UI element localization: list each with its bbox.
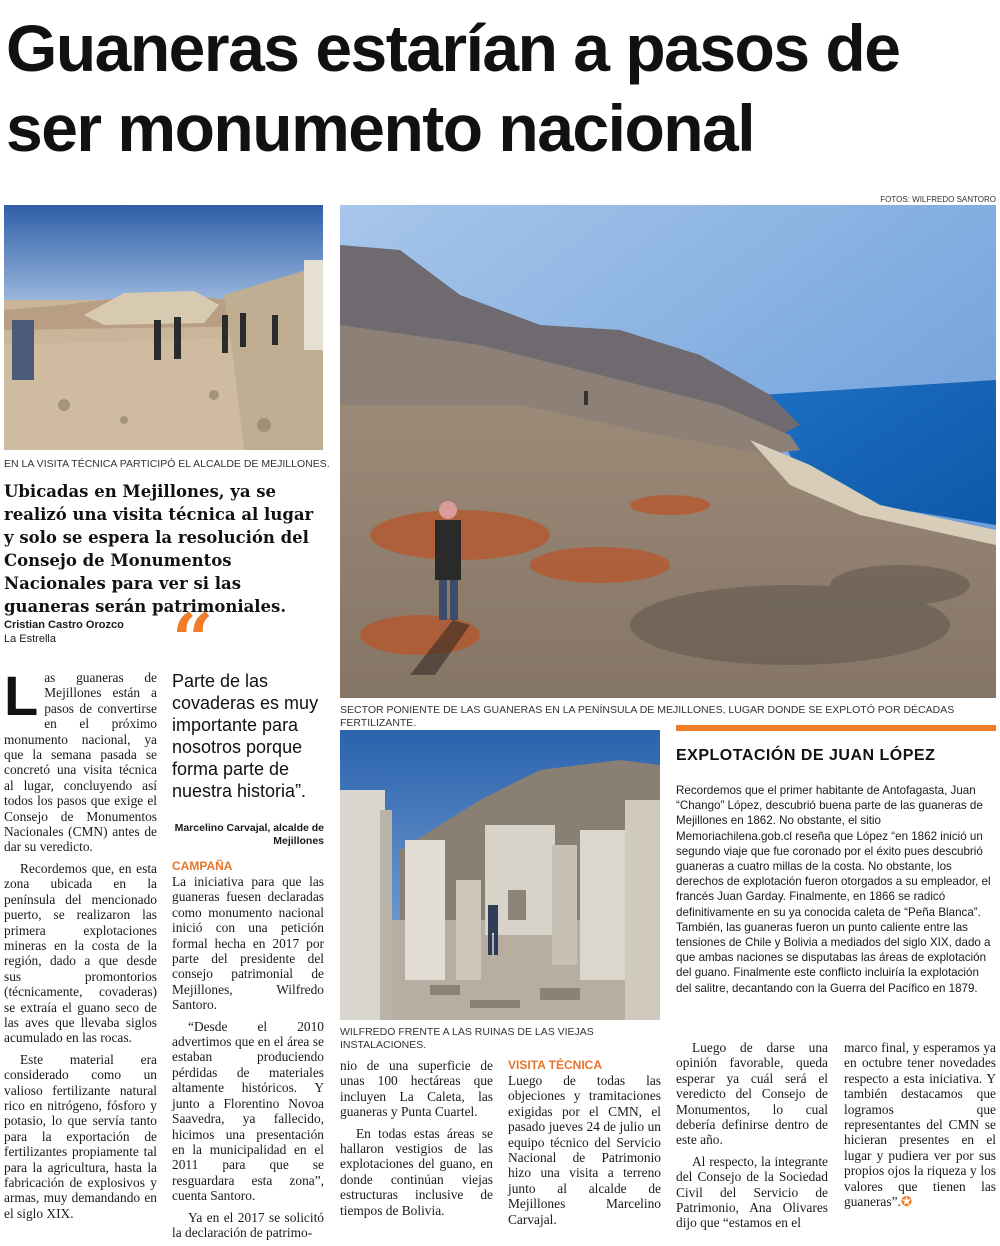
- quote-text: Parte de las covaderas es muy importante para nosotros porque forma parte de nuestra historia”.: [172, 671, 319, 801]
- article-paragraph: Luego de darse una opinión favorable, queda esperar ya cuál será el veredicto del Consejo de Monumentos, lo cual debería definirse dentro de este año.: [676, 1040, 828, 1148]
- quote-mark-icon: “: [172, 597, 214, 682]
- ruins-photo-caption: WILFREDO FRENTE A LAS RUINAS DE LAS VIEJAS INSTALACIONES.: [340, 1026, 594, 1051]
- article-paragraph: Luego de todas las objeciones y tramitaciones exigidas por el CMN, el pasado jueves 24 de julio un equipo técnico del Servicio Nacional de Patrimonio hizo una visita a terreno junto al alcalde de Mejillones Marcelino Carvajal.: [508, 1073, 661, 1227]
- article-column-2: [172, 856, 324, 1246]
- article-paragraph: marco final, y esperamos ya en octubre tener novedades respecto a esta iniciativa. Y también destacamos que logramos que representantes del CMN se hicieran presentes en el lugar y pudiera ver por sus propios ojos la riqueza y los valores que tienen las guaneras”.✪: [844, 1040, 996, 1210]
- article-column-4: [508, 1055, 661, 1233]
- visit-photo: [4, 205, 323, 450]
- headline: Guaneras estarían a pasos de ser monumento nacional: [6, 11, 900, 165]
- main-photo: [340, 205, 996, 698]
- lead-summary: Ubicadas en Mejillones, ya se realizó una visita técnica al lugar y solo se espera la resolución del Consejo de Monumentos Nacionales para ver si las guaneras serán patrimoniales.: [4, 482, 314, 616]
- article-column-1: [4, 664, 157, 1227]
- small-photo-caption: EN LA VISITA TÉCNICA PARTICIPÓ EL ALCALDE DE MEJILLONES.: [4, 458, 330, 470]
- article-paragraph: Ya en el 2017 se solicitó la declaración de patrimo-: [172, 1209, 324, 1240]
- sidebar-paragraph: Recordemos que el primer habitante de Antofagasta, Juan “Chango” López, descubrió buena parte de las guaneras de Mejillones en 1862. No obstante, el sitio Memoriachilena.gob.cl reseña que López “en 1862 inició un segundo viaje que fue coronado por el éxito pues descubrió guaneras a cuatro millas de la costa. No obstante, los derechos de explotación fueron otorgados a su empleador, el francés Juan Garday. Finalmente, en 1866 se radicó definitivamente en su ya conocida caleta de “Peña Blanca”.: [676, 784, 991, 919]
- article-paragraph: nio de una superficie de unas 100 hectáreas que incluyen La Caleta, las guaneras y Punta Cuartel.: [340, 1058, 493, 1120]
- sidebar-box: [676, 725, 996, 996]
- quote-attribution: Marcelino Carvajal, alcalde de Mejillones: [174, 822, 324, 847]
- article-column-5: [676, 1040, 828, 1237]
- pull-quote: [172, 597, 327, 802]
- ruins-photo: [340, 730, 660, 1020]
- author-outlet: La Estrella: [4, 633, 56, 645]
- section-subhead: CAMPAÑA: [172, 859, 233, 873]
- sidebar-text: [676, 783, 996, 996]
- author-byline: [4, 618, 164, 646]
- article-paragraph: Al respecto, la integrante del Consejo de la Sociedad Civil del Servicio de Patrimonio, Ana Olivares dijo que “estamos en el: [676, 1153, 828, 1231]
- article-paragraph: En todas estas áreas se hallaron vestigios de las explotaciones del guano, en donde continúan viejas estructuras inclusive de tiempos de Bolivia.: [340, 1125, 493, 1218]
- photo-credit: FOTOS: WILFREDO SANTORO: [880, 195, 996, 204]
- author-name: Cristian Castro Orozco: [4, 619, 124, 631]
- article-paragraph: “Desde el 2010 advertimos que en el área se estaban produciendo pérdidas de materiales altamente históricos. Y junto a Florentino Novoa Saavedra, ya fallecido, hicimos una presentación en la municipalidad en el 2011 para que se resguardara esta zona”, cuenta Santoro.: [172, 1018, 324, 1204]
- sidebar-accent-bar: [676, 725, 996, 731]
- main-photo-caption: SECTOR PONIENTE DE LAS GUANERAS EN LA PENÍNSULA DE MEJILLONES, LUGAR DONDE SE EXPLOTÓ POR DÉCADAS FERTILIZANTE.: [340, 704, 955, 729]
- section-subhead: VISITA TÉCNICA: [508, 1058, 603, 1072]
- article-column-6: [844, 1040, 996, 1215]
- article-paragraph: La iniciativa para que las guaneras fuesen declaradas como monumento nacional inició con una petición formal hecha en 2017 por parte del presidente del consejo patrimonial de Mejillones, Wilfredo Santoro.: [172, 874, 324, 1013]
- article-paragraph: Las guaneras de Mejillones están a pasos de convertirse en el próximo monumento nacional, ya que la semana pasada se concretó una visita técnica al lugar, concluyendo así todos los pasos que exige el Consejo de Monumentos Nacionales (CMN) antes de dar su veredicto.: [4, 664, 157, 855]
- article-paragraph: Este material era considerado como un valioso fertilizante natural rico en nitrógeno, fósforo y potasio, lo que servía tanto para la exportación de fertilizantes propiamente tal para la agricultura, hasta la fabricación de explosivos y armas, muy demandando en el siglo XIX.: [4, 1051, 157, 1221]
- sidebar-title: EXPLOTACIÓN DE JUAN LÓPEZ: [676, 747, 936, 764]
- sidebar-paragraph: También, las guaneras fueron un punto caliente entre las tensiones de Chile y Bolivia a mediados del siglo XIX, dado a que ambas naciones se disputabas las áreas de explotación del guano. Finalmente este conflicto incluiría la explotación del salitre, decantando con la Guerra del Pacífico en 1879.: [676, 920, 991, 995]
- article-column-3: [340, 1058, 493, 1224]
- end-mark-icon: ✪: [900, 1194, 913, 1210]
- drop-cap: L: [4, 664, 39, 727]
- article-paragraph: Recordemos que, en esta zona ubicada en la península del mencionado puerto, se realizaron las primera explotaciones mineras en la costa de la región, dado a que desde sus promontorios (técnicamente, covaderas) se extraía el guano seco de las aves que llevaba siglos acumulado en las rocas.: [4, 860, 157, 1046]
